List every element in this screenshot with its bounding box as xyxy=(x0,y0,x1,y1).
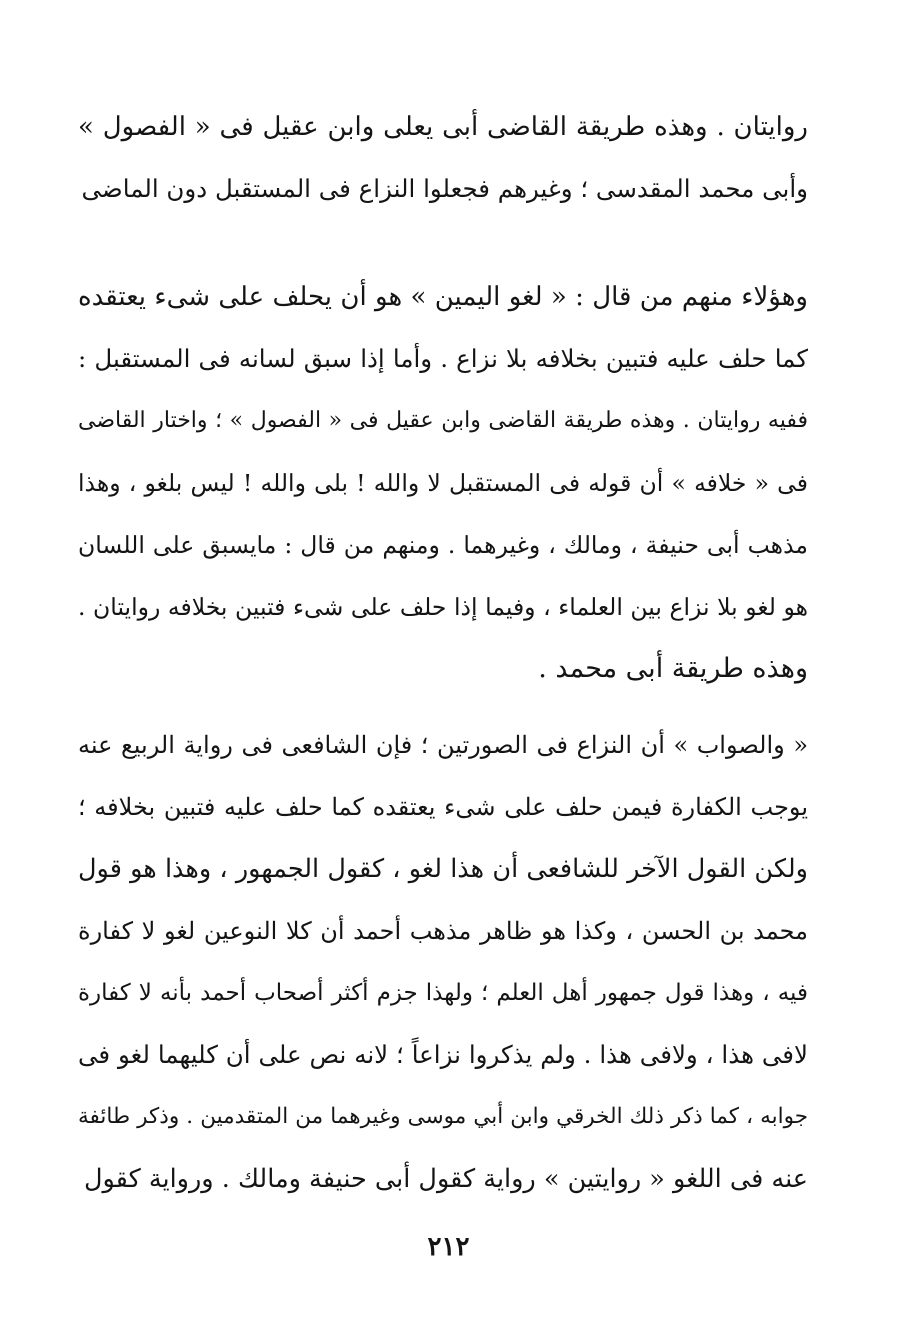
text-line: لافى هذا ، ولافى هذا . ولم يذكروا نزاعاً ؛ لانه نص على أن كليهما لغو فى xyxy=(78,1040,808,1069)
text-line: جوابه ، كما ذكر ذلك الخرقي وابن أبي موسى وغيرهما من المتقدمين . وذكر طائفة xyxy=(78,1104,808,1129)
text-line: ففيه روايتان . وهذه طريقة القاضى وابن عقيل فى « الفصول » ؛ واختار القاضى xyxy=(78,408,808,433)
text-line: فى « خلافه » أن قوله فى المستقبل لا والله ! بلى والله ! ليس بلغو ، وهذا xyxy=(78,469,808,497)
text-line: يوجب الكفارة فيمن حلف على شىء يعتقده كما حلف عليه فتبين بخلافه ؛ xyxy=(78,793,808,821)
text-line: فيه ، وهذا قول جمهور أهل العلم ؛ ولهذا جزم أكثر أصحاب أحمد بأنه لا كفارة xyxy=(78,980,808,1006)
paragraph-3 xyxy=(78,714,808,1210)
text-line: ولكن القول الآخر للشافعى أن هذا لغو ، كقول الجمهور ، وهذا هو قول xyxy=(78,854,808,884)
paragraph-1 xyxy=(78,96,808,220)
text-line: عنه فى اللغو « روايتين » رواية كقول أبى حنيفة ومالك . ورواية كقول xyxy=(83,1164,808,1194)
text-line: هو لغو بلا نزاع بين العلماء ، وفيما إذا حلف على شىء فتبين بخلافه روايتان . xyxy=(78,593,808,621)
text-line: محمد بن الحسن ، وكذا هو ظاهر مذهب أحمد أن كلا النوعين لغو لا كفارة xyxy=(78,917,808,945)
text-line: « والصواب » أن النزاع فى الصورتين ؛ فإن الشافعى فى رواية الربيع عنه xyxy=(78,731,808,759)
text-line: مذهب أبى حنيفة ، ومالك ، وغيرهما . ومنهم من قال : مايسبق على اللسان xyxy=(78,531,808,559)
paragraph-2 xyxy=(78,266,808,700)
text-line: وهذه طريقة أبى محمد . xyxy=(538,653,808,684)
text-line: كما حلف عليه فتبين بخلافه بلا نزاع . وأما إذا سبق لسانه فى المستقبل : xyxy=(78,344,808,373)
text-line: وأبى محمد المقدسى ؛ وغيرهم فجعلوا النزاع فى المستقبل دون الماضى xyxy=(81,174,808,203)
text-line: روايتان . وهذه طريقة القاضى أبى يعلى وابن عقيل فى « الفصول » xyxy=(78,112,808,142)
page-number: ٢١٢ xyxy=(427,1232,470,1262)
text-line: وهؤلاء منهم من قال : « لغو اليمين » هو أن يحلف على شىء يعتقده xyxy=(78,282,808,312)
